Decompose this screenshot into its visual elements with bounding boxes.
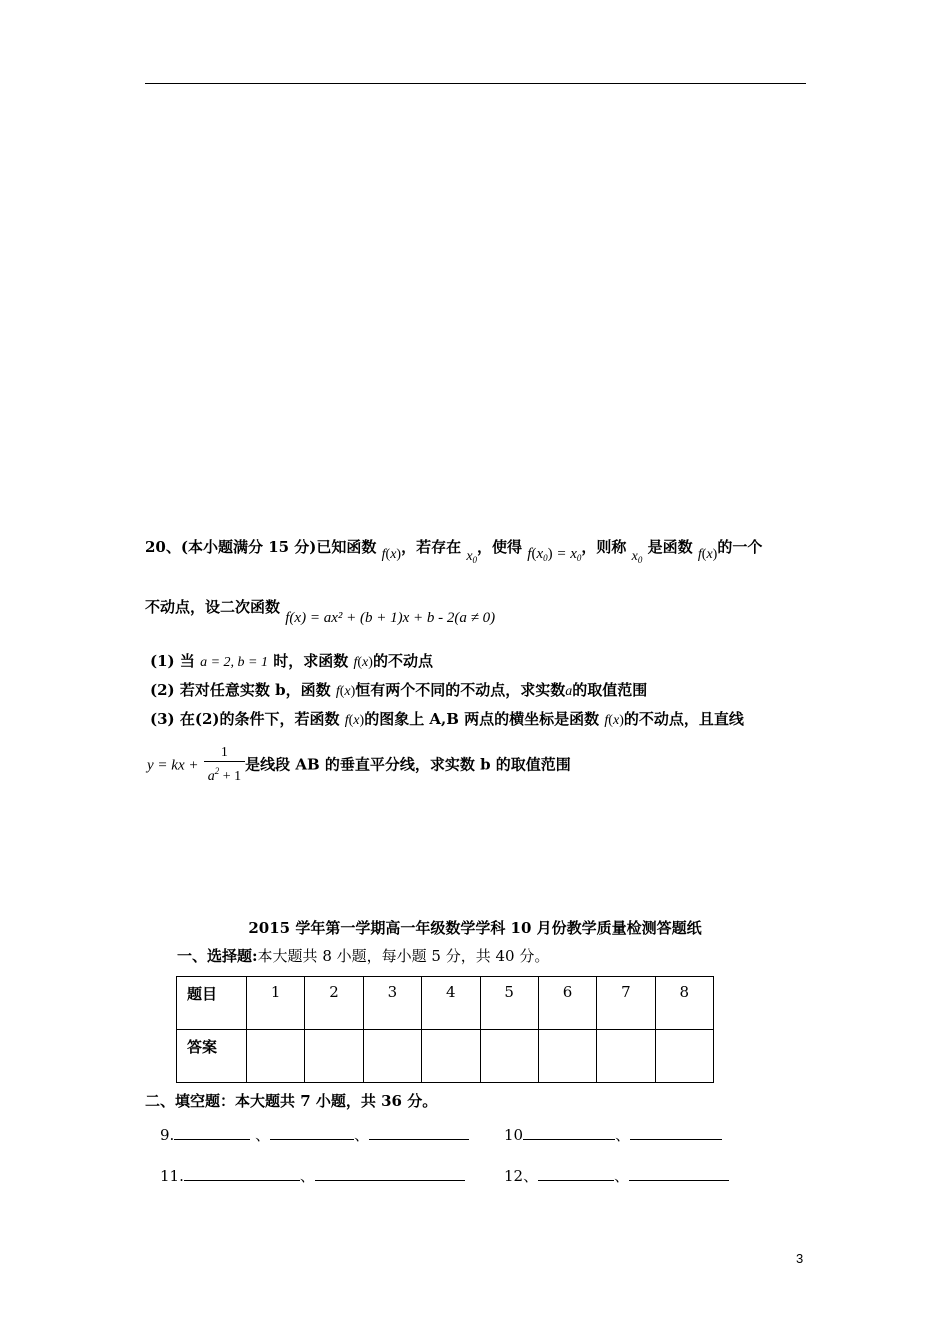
p1-condition: a = 2, b = 1	[200, 655, 268, 670]
question-number: 8	[655, 977, 713, 1030]
answer-cell[interactable]	[480, 1030, 538, 1083]
blank-10b[interactable]	[630, 1125, 722, 1140]
blank-11b[interactable]	[315, 1166, 465, 1181]
answer-cell[interactable]	[538, 1030, 596, 1083]
question-number: 7	[597, 977, 655, 1030]
x0-math-2: $x_0$	[631, 549, 643, 565]
question-number: 4	[422, 977, 480, 1030]
fx0-eq-math: $f(x_0) = x_0$	[527, 546, 582, 563]
q20-line2: 不动点，设二次函数 f(x) = ax² + (b + 1)x + b - 2(a ≠ 0)	[145, 598, 496, 626]
header-rule	[145, 83, 806, 84]
fx-math-2: f(x)	[697, 547, 718, 562]
blank-11a[interactable]	[184, 1166, 300, 1181]
q20-part3-line2: y = kx + $\frac{1}{a^2 + 1}$ 是线段 AB 的垂直平分线，求实数 b 的取值范围	[147, 745, 571, 784]
fill-row-9: 9. 、 、	[160, 1124, 469, 1145]
answer-cell[interactable]	[655, 1030, 713, 1083]
x0-math: $x_0$	[466, 549, 478, 565]
blank-9b[interactable]	[270, 1125, 354, 1140]
answer-table	[176, 976, 714, 1083]
question-number: 3	[363, 977, 421, 1030]
answer-cell[interactable]	[247, 1030, 305, 1083]
table-row	[177, 1030, 714, 1083]
fx-math-5: f(x)	[344, 713, 365, 728]
quadratic-formula: f(x) = ax² + (b + 1)x + b - 2(a ≠ 0)	[285, 610, 496, 626]
table-header-label: 题目	[177, 977, 247, 1030]
answer-cell[interactable]	[597, 1030, 655, 1083]
section2-heading: 二、填空题：本大题共 7 小题，共 36 分。	[145, 1092, 438, 1110]
fill-row-10: 10 、	[504, 1124, 722, 1145]
q20-line1: 20、(本小题满分 15 分)已知函数 f(x)，若存在 $x_0$，使得 $f(x_0) = x_0$，则称 $x_0$ 是函数 f(x)的一个	[145, 538, 763, 565]
question-number: 5	[480, 977, 538, 1030]
question-number: 1	[247, 977, 305, 1030]
a-var: a	[565, 684, 573, 699]
section1-heading: 一、选择题:本大题共 8 小题，每小题 5 分，共 40 分。	[177, 947, 550, 965]
line-equation: y = kx +	[147, 757, 199, 774]
answer-cell[interactable]	[363, 1030, 421, 1083]
q20-part2: (2) 若对任意实数 b，函数 f(x)恒有两个不同的不动点，求实数a的取值范围	[150, 681, 648, 699]
fx-math-4: f(x)	[335, 684, 356, 699]
fx-math: f(x)	[381, 547, 402, 562]
answer-cell[interactable]	[422, 1030, 480, 1083]
blank-9c[interactable]	[369, 1125, 469, 1140]
fx-math-3: f(x)	[353, 655, 373, 670]
blank-10a[interactable]	[523, 1125, 615, 1140]
table-answer-label: 答案	[177, 1030, 247, 1083]
fraction: $\frac{1}{a^2 + 1}$	[204, 745, 245, 786]
q20-part3: (3) 在(2)的条件下，若函数 f(x)的图象上 A,B 两点的横坐标是函数 f(x)的不动点，且直线	[150, 710, 744, 728]
blank-12a[interactable]	[538, 1166, 614, 1181]
question-number: 2	[305, 977, 363, 1030]
page-number: 3	[796, 1251, 804, 1266]
blank-12b[interactable]	[629, 1166, 729, 1181]
fill-row-11: 11. 、	[160, 1165, 465, 1186]
q20-part1: (1) 当 a = 2, b = 1 时，求函数 f(x)的不动点	[150, 652, 433, 670]
answer-cell[interactable]	[305, 1030, 363, 1083]
fill-row-12: 12、 、	[504, 1165, 729, 1186]
question-number: 6	[538, 977, 596, 1030]
table-row	[177, 977, 714, 1030]
fx-math-6: f(x)	[604, 713, 624, 728]
blank-9a[interactable]	[174, 1125, 250, 1140]
answer-sheet-title: 2015 学年第一学期高一年级数学学科 10 月份教学质量检测答题纸	[248, 919, 702, 937]
